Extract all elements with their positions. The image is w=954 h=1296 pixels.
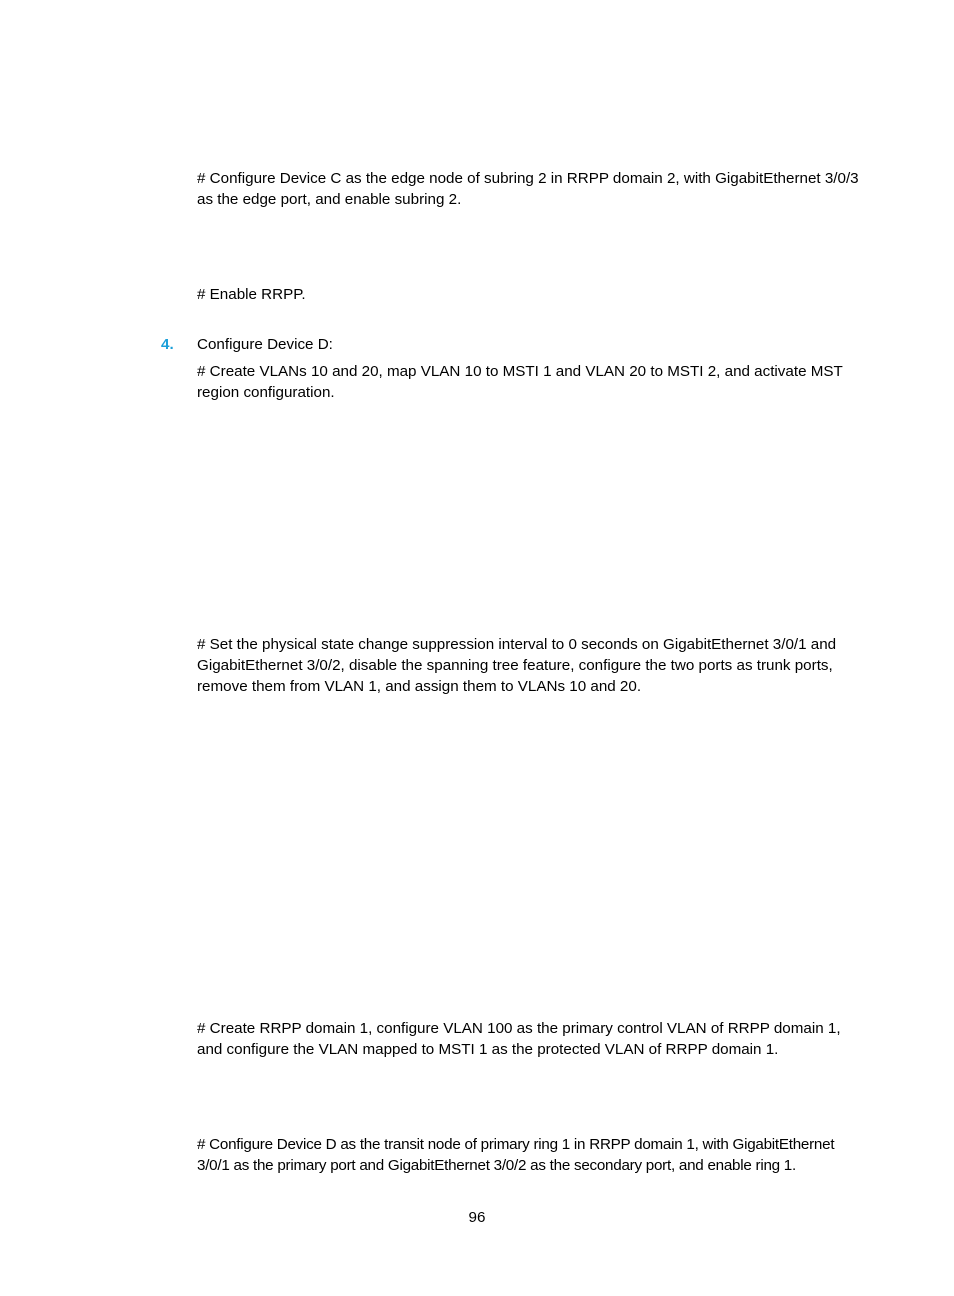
paragraph-set-suppression-interval: # Set the physical state change suppression interval to 0 seconds on GigabitEthernet 3/0/1 and GigabitEthernet 3/0/2, disable the spanning tree feature, configure the two ports as trunk ports, remove them from VLAN 1, and assign them to VLANs 10 and 20. (197, 636, 837, 695)
paragraph-create-rrpp-domain: # Create RRPP domain 1, configure VLAN 100 as the primary control VLAN of RRPP domain 1, and configure the VLAN mapped to MSTI 1 as the protected VLAN of RRPP domain 1. (197, 1020, 841, 1058)
paragraph-configure-transit-node: # Configure Device D as the transit node of primary ring 1 in RRPP domain 1, with GigabitEthernet 3/0/1 as the primary port and GigabitEthernet 3/0/2 as the secondary port, and enable ring 1. (197, 1136, 835, 1174)
page-number: 96 (468, 1209, 486, 1226)
paragraph-configure-device-c-edge-node: # Configure Device C as the edge node of subring 2 in RRPP domain 2, with GigabitEthernet 3/0/3 as the edge port, and enable subring 2. (197, 170, 859, 208)
step-label: Configure Device D: (197, 336, 333, 353)
paragraph-create-vlans: # Create VLANs 10 and 20, map VLAN 10 to MSTI 1 and VLAN 20 to MSTI 2, and activate MST region configuration. (197, 363, 843, 401)
step-number: 4. (161, 336, 174, 353)
paragraph-enable-rrpp: # Enable RRPP. (197, 286, 306, 303)
